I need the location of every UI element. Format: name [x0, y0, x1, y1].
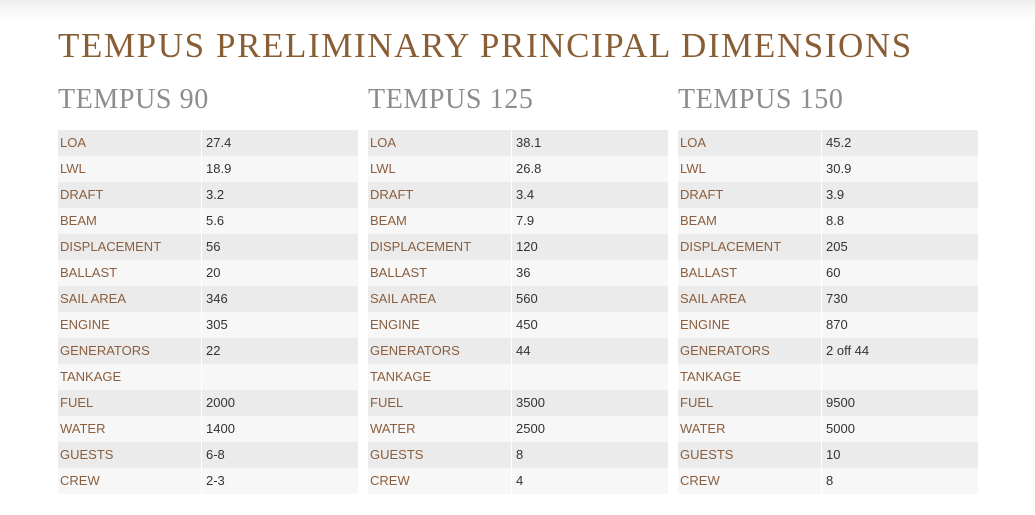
spec-value: 7.9	[512, 208, 669, 234]
spec-label: ENGINE	[368, 312, 512, 338]
table-row	[368, 182, 668, 208]
spec-value: 8.8	[822, 208, 979, 234]
spec-value: 2000	[202, 390, 359, 416]
spec-label: CREW	[678, 468, 822, 494]
table-row	[368, 338, 668, 364]
table-row	[58, 234, 358, 260]
spec-value: 2500	[512, 416, 669, 442]
spec-value: 8	[822, 468, 979, 494]
table-row	[368, 312, 668, 338]
table-row	[678, 182, 978, 208]
spec-value: 2-3	[202, 468, 359, 494]
spec-value: 120	[512, 234, 669, 260]
spec-label: BEAM	[58, 208, 202, 234]
spec-value: 3.2	[202, 182, 359, 208]
table-row	[58, 390, 358, 416]
spec-label: ENGINE	[58, 312, 202, 338]
table-row	[368, 442, 668, 468]
spec-label: BALLAST	[368, 260, 512, 286]
spec-label: FUEL	[58, 390, 202, 416]
table-row	[678, 442, 978, 468]
spec-label: CREW	[58, 468, 202, 494]
table-row	[368, 234, 668, 260]
spec-value: 60	[822, 260, 979, 286]
spec-label: FUEL	[678, 390, 822, 416]
model-title: TEMPUS 90	[58, 84, 209, 115]
spec-label: GUESTS	[58, 442, 202, 468]
spec-value: 4	[512, 468, 669, 494]
spec-value: 45.2	[822, 130, 979, 156]
table-row	[678, 286, 978, 312]
spec-label: BEAM	[678, 208, 822, 234]
spec-label: DRAFT	[678, 182, 822, 208]
table-row	[678, 260, 978, 286]
table-row	[58, 468, 358, 494]
spec-value: 2 off 44	[822, 338, 979, 364]
spec-label: LOA	[678, 130, 822, 156]
spec-label: DISPLACEMENT	[368, 234, 512, 260]
table-row	[678, 468, 978, 494]
table-row	[368, 156, 668, 182]
spec-label: FUEL	[368, 390, 512, 416]
table-row	[368, 286, 668, 312]
spec-value: 346	[202, 286, 359, 312]
spec-table	[58, 130, 358, 494]
spec-value: 5000	[822, 416, 979, 442]
spec-value: 26.8	[512, 156, 669, 182]
spec-label: BALLAST	[58, 260, 202, 286]
model-title: TEMPUS 125	[368, 84, 534, 115]
spec-value	[822, 364, 979, 390]
spec-label: DRAFT	[58, 182, 202, 208]
spec-value: 3.4	[512, 182, 669, 208]
spec-value: 36	[512, 260, 669, 286]
model-tempus-90	[58, 84, 358, 488]
spec-value: 870	[822, 312, 979, 338]
spec-value: 9500	[822, 390, 979, 416]
table-row	[58, 442, 358, 468]
spec-label: WATER	[58, 416, 202, 442]
spec-label: GENERATORS	[368, 338, 512, 364]
spec-label: WATER	[678, 416, 822, 442]
spec-value: 30.9	[822, 156, 979, 182]
table-row	[678, 156, 978, 182]
table-row	[678, 130, 978, 156]
table-row	[58, 416, 358, 442]
spec-value: 3500	[512, 390, 669, 416]
table-row	[678, 364, 978, 390]
table-row	[58, 338, 358, 364]
spec-label: DISPLACEMENT	[678, 234, 822, 260]
table-row	[58, 260, 358, 286]
table-row	[678, 338, 978, 364]
spec-value: 18.9	[202, 156, 359, 182]
spec-value: 38.1	[512, 130, 669, 156]
table-row	[368, 468, 668, 494]
table-row	[678, 312, 978, 338]
table-row	[368, 208, 668, 234]
table-row	[368, 416, 668, 442]
spec-value: 450	[512, 312, 669, 338]
model-title: TEMPUS 150	[678, 84, 844, 115]
spec-label: TANKAGE	[58, 364, 202, 390]
spec-value: 560	[512, 286, 669, 312]
spec-value: 205	[822, 234, 979, 260]
spec-label: WATER	[368, 416, 512, 442]
spec-value: 8	[512, 442, 669, 468]
spec-label: TANKAGE	[368, 364, 512, 390]
spec-value: 27.4	[202, 130, 359, 156]
table-row	[368, 364, 668, 390]
spec-value: 44	[512, 338, 669, 364]
spec-label: SAIL AREA	[368, 286, 512, 312]
table-row	[368, 130, 668, 156]
page-title: TEMPUS PRELIMINARY PRINCIPAL DIMENSIONS	[58, 26, 913, 65]
spec-label: BEAM	[368, 208, 512, 234]
table-row	[58, 182, 358, 208]
spec-value: 5.6	[202, 208, 359, 234]
table-row	[678, 390, 978, 416]
table-row	[58, 208, 358, 234]
table-row	[678, 416, 978, 442]
spec-table	[678, 130, 978, 494]
spec-value: 22	[202, 338, 359, 364]
model-tempus-150	[678, 84, 978, 488]
spec-label: LWL	[368, 156, 512, 182]
table-row	[58, 364, 358, 390]
spec-value: 10	[822, 442, 979, 468]
spec-label: SAIL AREA	[678, 286, 822, 312]
spec-value: 730	[822, 286, 979, 312]
table-row	[368, 390, 668, 416]
table-row	[678, 208, 978, 234]
spec-value: 20	[202, 260, 359, 286]
spec-label: GENERATORS	[678, 338, 822, 364]
spec-label: DISPLACEMENT	[58, 234, 202, 260]
spec-value: 1400	[202, 416, 359, 442]
table-row	[58, 130, 358, 156]
spec-label: GUESTS	[368, 442, 512, 468]
spec-label: LWL	[678, 156, 822, 182]
spec-value: 56	[202, 234, 359, 260]
spec-value	[512, 364, 669, 390]
spec-label: GUESTS	[678, 442, 822, 468]
spec-value: 3.9	[822, 182, 979, 208]
spec-value: 6-8	[202, 442, 359, 468]
spec-label: LOA	[368, 130, 512, 156]
spec-label: CREW	[368, 468, 512, 494]
spec-value: 305	[202, 312, 359, 338]
table-row	[678, 234, 978, 260]
spec-label: BALLAST	[678, 260, 822, 286]
table-row	[58, 312, 358, 338]
spec-label: ENGINE	[678, 312, 822, 338]
spec-label: LOA	[58, 130, 202, 156]
spec-label: DRAFT	[368, 182, 512, 208]
table-row	[368, 260, 668, 286]
spec-label: SAIL AREA	[58, 286, 202, 312]
model-tempus-125	[368, 84, 668, 488]
spec-table	[368, 130, 668, 494]
table-row	[58, 286, 358, 312]
spec-label: TANKAGE	[678, 364, 822, 390]
table-row	[58, 156, 358, 182]
spec-label: LWL	[58, 156, 202, 182]
spec-label: GENERATORS	[58, 338, 202, 364]
spec-value	[202, 364, 359, 390]
